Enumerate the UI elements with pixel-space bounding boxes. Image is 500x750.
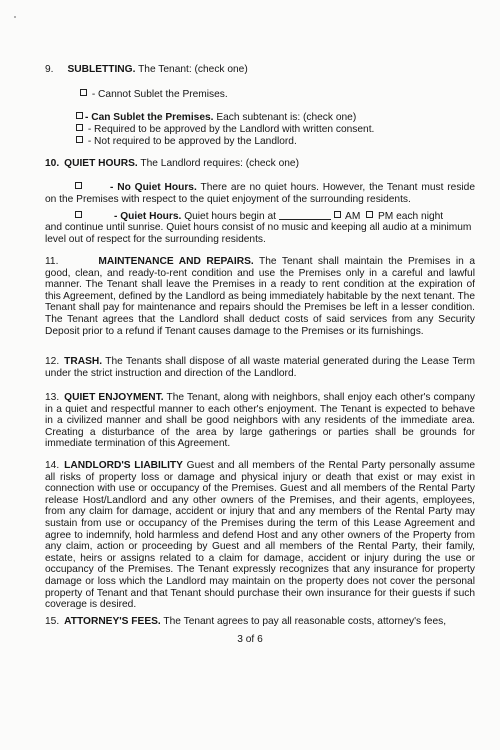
- checkbox[interactable]: [75, 211, 82, 218]
- option-no-quiet-hours: - No Quiet Hours. There are no quiet hours. However, the Tenant must reside on the Premises with respect to the quiet enjoyment of the surrounding residents.: [45, 182, 476, 205]
- section-9-heading: [45, 64, 475, 76]
- section-title: QUIET ENJOYMENT.: [64, 392, 164, 403]
- section-title: ATTORNEY'S FEES.: [64, 616, 161, 627]
- page-number: 3 of 6: [237, 634, 263, 645]
- quiet-hours-time-field[interactable]: [279, 210, 331, 220]
- section-11: [45, 256, 475, 337]
- am-checkbox[interactable]: [334, 211, 341, 218]
- section-13: [45, 392, 475, 450]
- section-text: The Tenant shall maintain the Premises in a good, clean, and ready-to-rent condition and use the Premises only in a careful and lawful manner. The Tenant shall leave the Premises in a ready to rent condition at the expiration of this Agreement, defined by the Landlord as being immediately habitable by the next tenant. The Tenant shall pay for maintenance and repairs should the Premises be left in a lesser condition. The Tenant agrees that the Landlord shall deduct costs of said services from any Security Deposit prior to a refund if Tenant causes damage to the Premises or its furnishings.: [45, 256, 475, 337]
- section-title: LANDLORD'S LIABILITY: [64, 460, 183, 471]
- section-15: [45, 616, 475, 628]
- section-number: 9.: [45, 64, 54, 75]
- option-cannot-sublet: - Cannot Sublet the Premises.: [80, 89, 470, 101]
- checkbox[interactable]: [76, 124, 83, 131]
- section-text: The Tenants shall dispose of all waste material generated during the Lease Term under the strict instruction and direction of the Landlord.: [45, 356, 475, 379]
- section-title: SUBLETTING.: [67, 64, 136, 75]
- checkbox[interactable]: [75, 182, 82, 189]
- section-text: The Tenant agrees to pay all reasonable costs, attorney's fees,: [160, 616, 447, 627]
- section-title: TRASH.: [64, 356, 103, 367]
- checkbox[interactable]: [80, 89, 87, 96]
- section-number: 12.: [45, 356, 60, 367]
- section-number: 13.: [45, 392, 60, 403]
- section-text: Guest and all members of the Rental Party personally assume all risks of property loss or damage and physical injury or death that exist or may exist in connection with use or occupancy of the Premises. Guest and all members of the Rental Party release Host/Landlord and any other owners of the Premises, and their agents, employees, from any claim for damage, accident or injury that and any members of the Rental Party may sustain from use or occupancy of the Premises during the term of this Lease Agreement and agree to indemnify, hold harmless and defend Host and any other owners of the Property from any claim, action or proceeding by Guest and all members of the Rental Party, their family, estate, heirs or assigns related to a claim for damage, accident or injury during the use or occupancy of the Premises. The Tenant expressly recognizes that any insurance for property damage or loss which the Landlord may maintain on the property does not cover the personal property of Tenant and that Tenant should purchase their own insurance for their guests if such coverage is desired.: [45, 460, 476, 611]
- section-number: 14.: [45, 460, 60, 471]
- section-text: The Landlord requires: (check one): [137, 158, 299, 169]
- quiet-hours-detail: and continue until sunrise. Quiet hours consist of no music and keeping all audio at a minimum level out of respect for the surrounding residents.: [45, 222, 472, 245]
- section-title: MAINTENANCE AND REPAIRS.: [98, 256, 254, 267]
- pm-checkbox[interactable]: [366, 211, 373, 218]
- option-can-sublet: - Can Sublet the Premises. Each subtenant is: (check one): [76, 112, 470, 124]
- option-required-approval: - Required to be approved by the Landlord with written consent.: [76, 124, 470, 136]
- section-number: 15.: [45, 616, 60, 627]
- section-title: QUIET HOURS.: [64, 158, 138, 169]
- checkbox[interactable]: [76, 112, 83, 119]
- section-number: 10.: [45, 158, 60, 169]
- section-text: The Tenant: (check one): [135, 64, 248, 75]
- section-12: [45, 356, 475, 379]
- section-14: [45, 460, 475, 611]
- option-quiet-hours: - Quiet Hours. Quiet hours begin at AM PM each night: [75, 210, 480, 223]
- section-number: 11.: [45, 256, 59, 267]
- section-10-heading: [45, 158, 475, 170]
- option-not-required-approval: - Not required to be approved by the Landlord.: [76, 136, 470, 148]
- scan-speck: [14, 16, 16, 18]
- checkbox[interactable]: [76, 136, 83, 143]
- section-text: The Tenant, along with neighbors, shall enjoy each other's company in a quiet and respectful manner to each other's enjoyment. The Tenant is expected to behave in a civilized manner and shall be good neighbors with any residents of the immediate area. Creating a disturbance of the area by large gatherings or parties shall be grounds for immediate termination of this Agreement.: [45, 392, 475, 450]
